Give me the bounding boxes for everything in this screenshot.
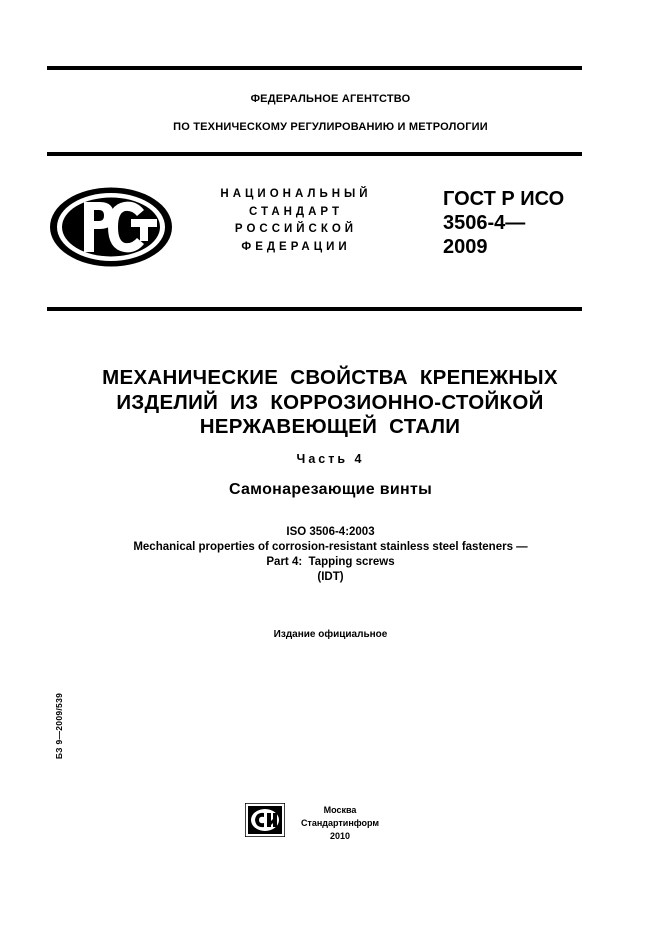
designation-line1: ГОСТ Р ИСО bbox=[443, 188, 565, 210]
iso-reference bbox=[0, 525, 661, 585]
publisher-info bbox=[292, 804, 388, 843]
lower-rule bbox=[47, 307, 582, 311]
national-standard-label bbox=[198, 186, 394, 256]
title-line3: НЕРЖАВЕЮЩЕЙ СТАЛИ bbox=[199, 415, 461, 438]
rst-logo-icon bbox=[48, 186, 174, 268]
national-standard-line4: ФЕДЕРАЦИИ bbox=[241, 240, 351, 253]
document-title bbox=[40, 366, 620, 440]
edition-label: Издание официальное bbox=[273, 629, 388, 640]
title-line1: МЕХАНИЧЕСКИЕ СВОЙСТВА КРЕПЕЖНЫХ bbox=[102, 366, 558, 389]
publication-year: 2010 bbox=[329, 831, 351, 841]
standard-designation bbox=[443, 187, 564, 259]
iso-title-line2: Part 4: Tapping screws bbox=[266, 556, 395, 568]
part-number: Часть 4 bbox=[296, 452, 365, 466]
side-code: БЗ 9—2009/539 bbox=[54, 692, 64, 760]
designation-line2: 3506-4— bbox=[443, 212, 526, 234]
iso-title-line1: Mechanical properties of corrosion-resistant stainless steel fasteners — bbox=[133, 541, 528, 553]
document-subtitle: Самонарезающие винты bbox=[228, 481, 433, 498]
agency-name-line1: ФЕДЕРАЛЬНОЕ АГЕНТСТВО bbox=[250, 93, 411, 105]
header-rule bbox=[47, 152, 582, 156]
national-standard-line2: СТАНДАРТ bbox=[249, 205, 343, 218]
agency-name-line2: ПО ТЕХНИЧЕСКОМУ РЕГУЛИРОВАНИЮ И МЕТРОЛОГИИ bbox=[173, 121, 488, 133]
designation-line3: 2009 bbox=[443, 236, 488, 258]
publisher-name: Стандартинформ bbox=[300, 818, 380, 828]
national-standard-line1: НАЦИОНАЛЬНЫЙ bbox=[220, 188, 372, 200]
publisher-city: Москва bbox=[323, 805, 357, 815]
national-standard-line3: РОССИЙСКОЙ bbox=[234, 223, 358, 235]
title-line2: ИЗДЕЛИЙ ИЗ КОРРОЗИОННО-СТОЙКОЙ bbox=[116, 390, 544, 414]
iso-number: ISO 3506-4:2003 bbox=[286, 526, 375, 538]
top-rule bbox=[47, 66, 582, 70]
publisher-logo-icon bbox=[245, 803, 285, 837]
iso-equivalence: (IDT) bbox=[317, 571, 344, 583]
